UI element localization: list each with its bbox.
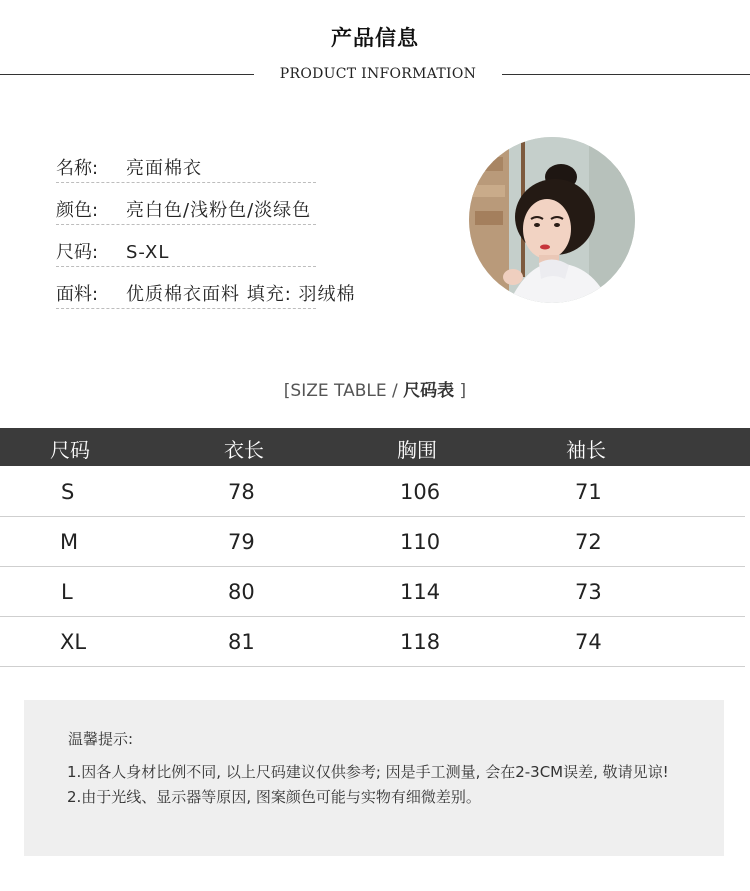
- column-header-length: 衣长: [224, 438, 264, 462]
- info-label: 面料:: [56, 284, 99, 305]
- table-row: [0, 466, 745, 517]
- table-row: [0, 516, 745, 567]
- info-label: 尺码:: [56, 242, 99, 263]
- notes-title: 温馨提示:: [68, 730, 134, 748]
- table-cell: 71: [575, 480, 602, 504]
- info-label: 颜色:: [56, 200, 99, 221]
- table-cell: 78: [228, 480, 255, 504]
- table-cell: 106: [400, 480, 441, 504]
- size-table-header: [0, 428, 750, 466]
- table-cell: XL: [60, 630, 87, 654]
- table-cell: 79: [228, 530, 255, 554]
- header-divider-right: [502, 74, 750, 75]
- notes-body: [67, 760, 687, 810]
- info-label: 名称:: [56, 158, 99, 179]
- page-subtitle: PRODUCT INFORMATION: [279, 66, 477, 82]
- info-value: 亮面棉衣: [126, 158, 202, 179]
- page-title: 产品信息: [331, 26, 419, 50]
- column-header-sleeve: 袖长: [566, 438, 606, 462]
- table-cell: L: [61, 580, 73, 604]
- note-item: 2.由于光线、显示器等原因, 图案颜色可能与实物有细微差别。: [67, 788, 481, 806]
- table-cell: M: [60, 530, 79, 554]
- table-cell: 73: [575, 580, 602, 604]
- info-row-color: [56, 196, 316, 225]
- info-row-size: [56, 238, 316, 267]
- info-value: S-XL: [126, 242, 170, 263]
- header-divider-left: [0, 74, 254, 75]
- size-table-heading-end: ]: [454, 381, 467, 401]
- notes-box: [24, 700, 724, 856]
- table-cell: 114: [400, 580, 441, 604]
- table-cell: 72: [575, 530, 602, 554]
- info-row-name: [56, 154, 316, 183]
- table-row: [0, 566, 745, 617]
- table-row: [0, 616, 745, 667]
- table-cell: 110: [400, 530, 441, 554]
- table-cell: 74: [575, 630, 602, 654]
- column-header-chest: 胸围: [397, 438, 437, 462]
- size-table-heading-cn: 尺码表: [403, 381, 455, 401]
- size-table-heading: [0, 376, 750, 401]
- info-row-fabric: [56, 280, 356, 309]
- table-cell: 81: [228, 630, 255, 654]
- info-value: 优质棉衣面料 填充: 羽绒棉: [126, 284, 356, 305]
- info-value: 亮白色/浅粉色/淡绿色: [126, 200, 312, 221]
- table-cell: 80: [228, 580, 255, 604]
- table-cell: 118: [400, 630, 441, 654]
- column-header-size: 尺码: [50, 438, 90, 462]
- model-portrait-image: [469, 137, 635, 303]
- table-cell: S: [61, 480, 75, 504]
- note-item: 1.因各人身材比例不同, 以上尺码建议仅供参考; 因是手工测量, 会在2-3CM误差, 敬请见谅!: [67, 763, 669, 781]
- size-table-heading-en: [SIZE TABLE /: [283, 381, 404, 401]
